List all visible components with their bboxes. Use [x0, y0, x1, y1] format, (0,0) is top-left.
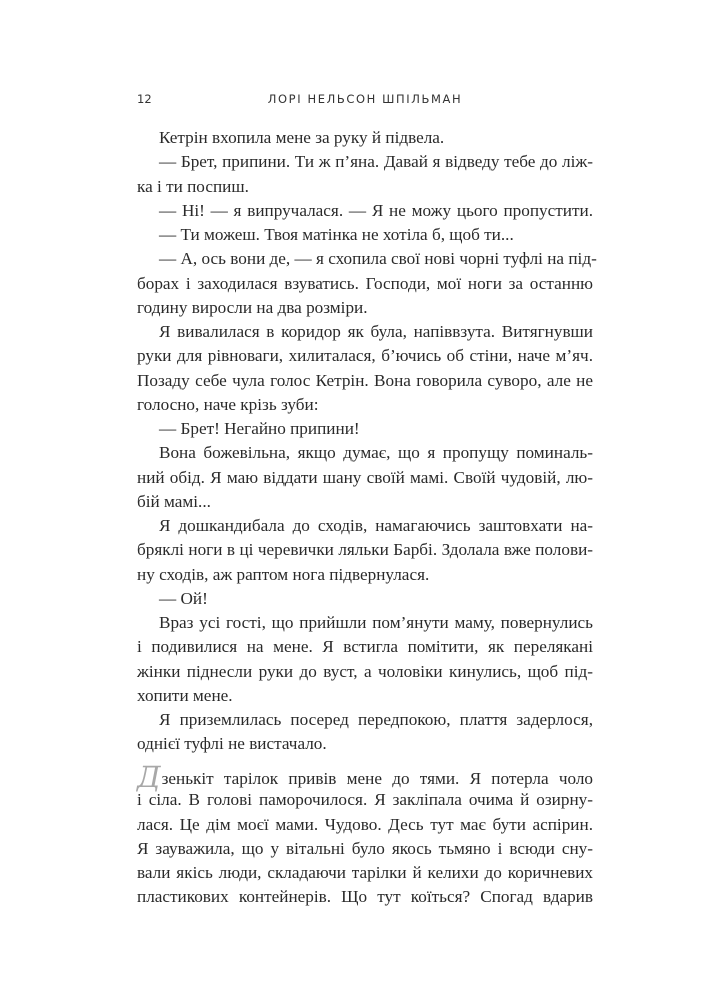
- text-line: Я зауважила, що у вітальні було якось тьмяно і всюди сну-: [137, 838, 593, 858]
- first-line-text: зенькіт тарілок привів мене до тями. Я потерла чоло: [161, 769, 593, 788]
- text-line: — Ні! — я випручалася. — Я не можу цього пропустити.: [159, 200, 593, 220]
- text-line: борах і заходилася взуватись. Господи, мої ноги за останню: [137, 273, 593, 293]
- text-line: пластикових контейнерів. Що тут коїться? Спогад вдарив: [137, 887, 593, 907]
- text-line: Враз усі гості, що прийшли пом’янути маму, повернулись: [159, 613, 593, 632]
- text-line: ну сходів, аж раптом нога підвернулася.: [137, 564, 430, 584]
- text-line: хопити мене.: [137, 685, 233, 705]
- section-one-text: [137, 126, 597, 757]
- text-line: голосно, наче крізь зуби:: [137, 394, 319, 414]
- book-title: ЛОРІ НЕЛЬСОН ШПІЛЬМАН: [267, 92, 463, 106]
- text-line: Я приземлилась посеред передпокою, плаття задерлося,: [159, 710, 593, 729]
- text-line: — Ой!: [159, 588, 208, 608]
- text-line: Вона божевільна, якщо думає, що я пропущу поминаль-: [159, 443, 593, 463]
- text-line: руки для рівноваги, хилиталася, б’ючись об стіни, наче м’яч.: [137, 346, 593, 366]
- section-two-text: [137, 760, 593, 910]
- page-number: 12: [137, 92, 152, 106]
- text-line: — А, ось вони де, — я схопила свої нові чорні туфлі на під-: [159, 249, 597, 269]
- text-line: — Брет, припини. Ти ж п’яна. Давай я відведу тебе до ліж-: [159, 152, 593, 172]
- text-line: і сіла. В голові паморочилося. Я закліпала очима й озирну-: [137, 790, 593, 810]
- text-line: жінки піднесли руки до вуст, а чоловіки кинулись, щоб під-: [137, 661, 593, 681]
- drop-cap: Д: [137, 760, 161, 794]
- text-line: — Ти можеш. Твоя матінка не хотіла б, щоб ти...: [159, 225, 514, 244]
- text-line: бряклі ноги в ці черевички ляльки Барбі. Здолала вже полови-: [137, 540, 593, 560]
- text-line: ний обід. Я маю віддати шану своїй мамі. Своїй чудовій, лю-: [137, 467, 593, 487]
- text-line: годину виросли на два розміри.: [137, 297, 368, 317]
- text-line: бій мамі...: [137, 491, 211, 511]
- text-line: Я дошкандибала до сходів, намагаючись заштовхати на-: [159, 516, 593, 535]
- running-head: [137, 92, 593, 108]
- text-line: Кетрін вхопила мене за руку й підвела.: [159, 128, 445, 147]
- text-line: лася. Це дім моєї мами. Чудово. Десь тут має бути аспірин.: [137, 814, 593, 834]
- text-line: — Брет! Негайно припини!: [159, 419, 360, 438]
- text-line: Я вивалилася в коридор як була, напіввзута. Витягнувши: [159, 322, 593, 341]
- text-line: ка і ти поспиш.: [137, 176, 249, 196]
- text-line: однієї туфлі не вистачало.: [137, 734, 327, 754]
- text-line: вали якісь люди, складаючи тарілки й келихи до коричневих: [137, 863, 593, 882]
- text-line-first: [137, 760, 593, 794]
- text-line: Позаду себе чула голос Кетрін. Вона говорила суворо, але не: [137, 370, 593, 390]
- text-line: і подивилися на мене. Я встигла помітити, як перелякані: [137, 637, 593, 657]
